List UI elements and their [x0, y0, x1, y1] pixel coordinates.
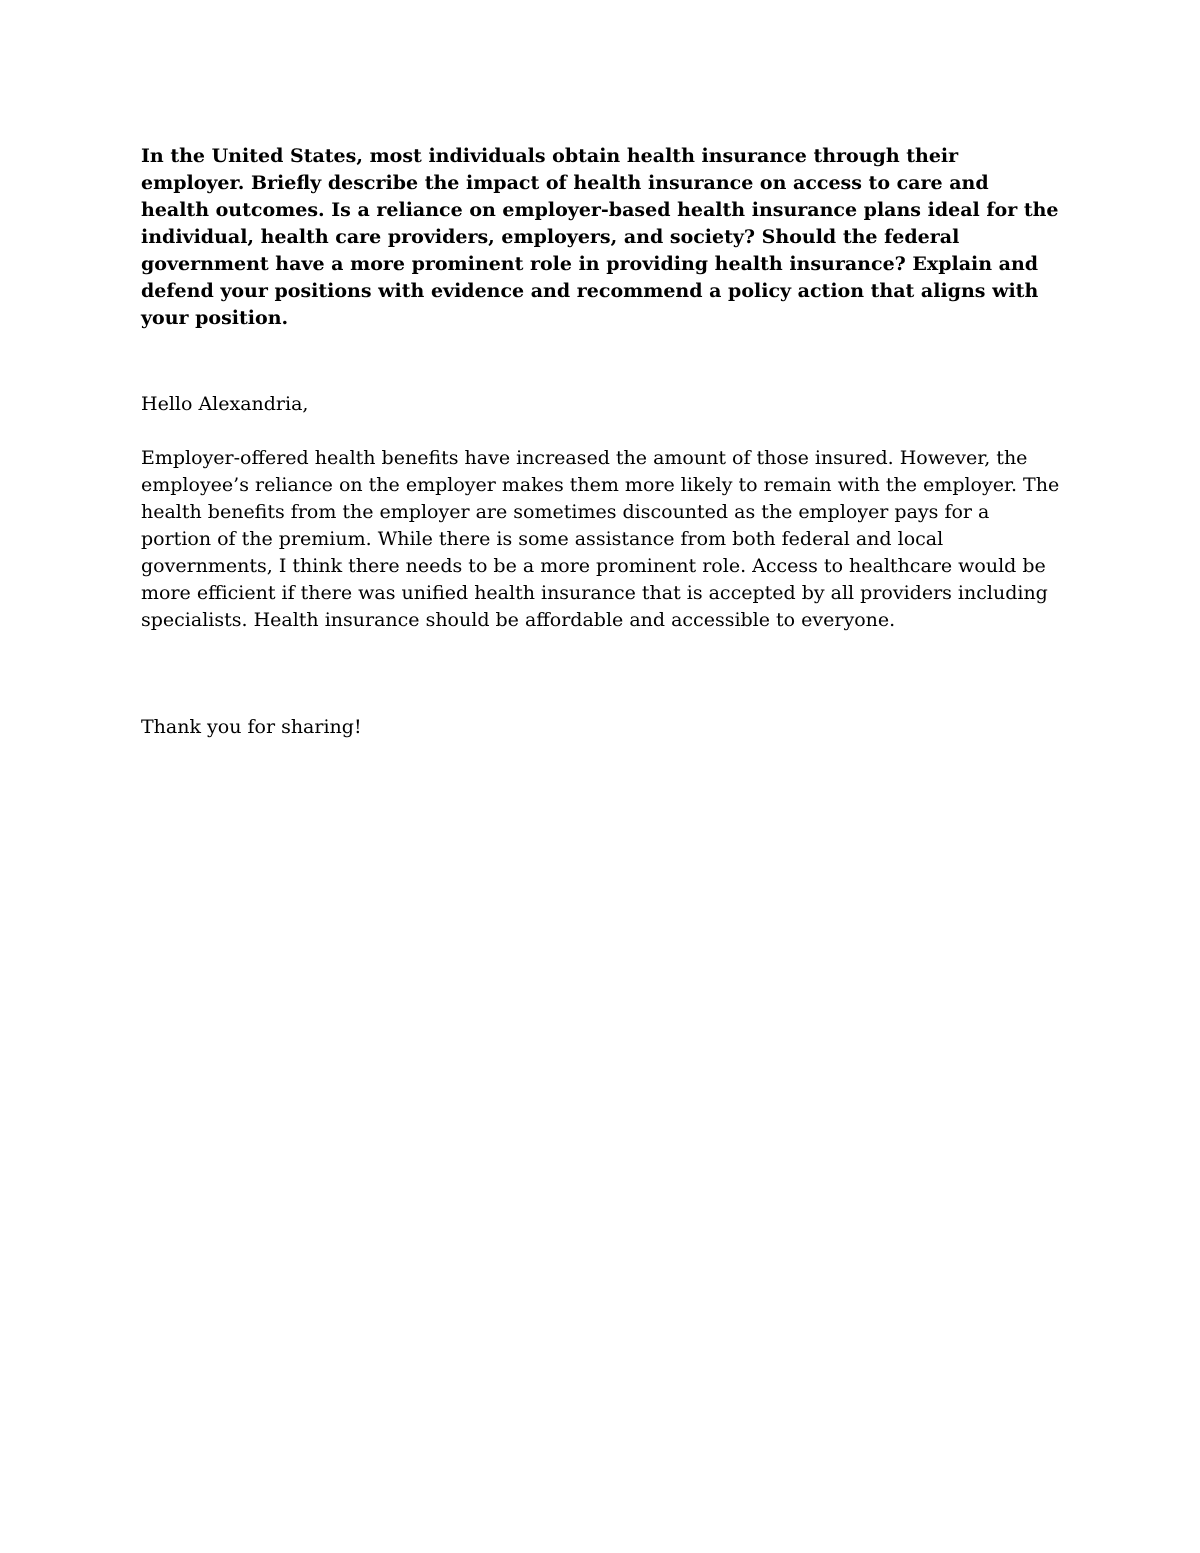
- closing-line: Thank you for sharing!: [141, 716, 362, 738]
- greeting: Hello Alexandria,: [141, 393, 309, 415]
- discussion-prompt: In the United States, most individuals obtain health insurance through their employer. Briefly describe the impact of health insurance on access to care and health outcomes. Is a reliance on employer-based health insurance plans ideal for the individual, health care providers, employers, and society? Should the federal government have a more prominent role in providing health insurance? Explain and defend your positions with evidence and recommend a policy action that aligns with your position.: [141, 145, 1059, 329]
- document-content: [141, 143, 1061, 741]
- response-body: Employer-offered health benefits have increased the amount of those insured. However, the employee’s reliance on the employer makes them more likely to remain with the employer. The health benefits from the employer are sometimes discounted as the employer pays for a portion of the premium. While there is some assistance from both federal and local governments, I think there needs to be a more prominent role. Access to healthcare would be more efficient if there was unified health insurance that is accepted by all providers including specialists. Health insurance should be affordable and accessible to everyone.: [141, 447, 1060, 631]
